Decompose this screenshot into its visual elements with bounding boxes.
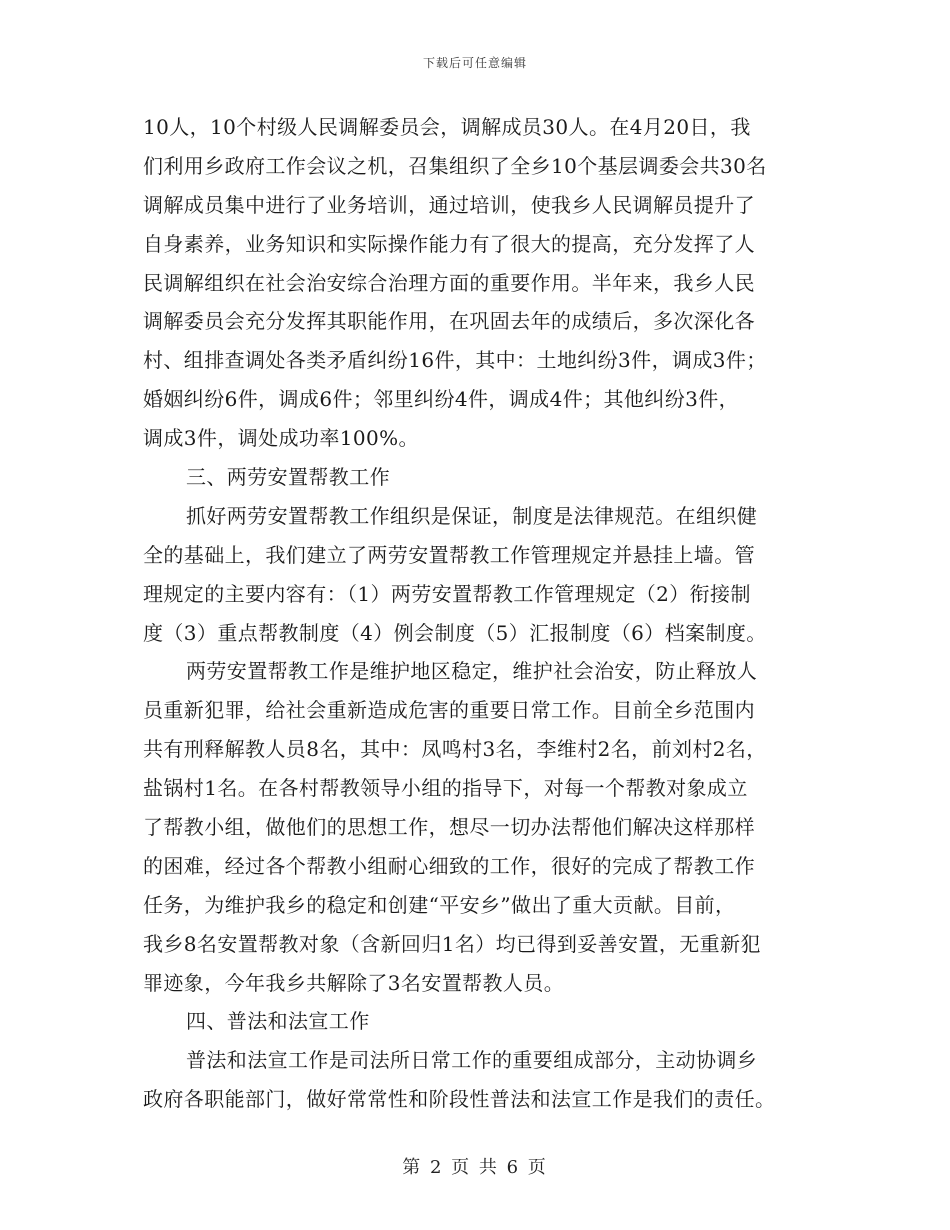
body-line: 婚姻纠纷6件，调成6件；邻里纠纷4件，调成4件；其他纠纷3件， bbox=[143, 387, 740, 412]
section-heading: 四、普法和法宣工作 bbox=[186, 1009, 370, 1034]
body-line: 调解委员会充分发挥其职能作用，在巩固去年的成绩后，多次深化各 bbox=[143, 309, 755, 334]
body-line: 调解成员集中进行了业务培训，通过培训，使我乡人民调解员提升了 bbox=[143, 192, 755, 217]
page-number: 第 2 页 共 6 页 bbox=[402, 1157, 548, 1178]
body-line: 员重新犯罪，给社会重新造成危害的重要日常工作。目前全乡范围内 bbox=[143, 698, 755, 723]
document-body bbox=[143, 108, 823, 1119]
body-line: 任务，为维护我乡的稳定和创建“平安乡”做出了重大贡献。目前， bbox=[143, 892, 736, 917]
paragraph-first-line: 普法和法宣工作是司法所日常工作的重要组成部分，主动协调乡 bbox=[186, 1048, 758, 1073]
body-line: 政府各职能部门，做好常常性和阶段性普法和法宣工作是我们的责任。 bbox=[143, 1087, 776, 1112]
body-line: 罪迹象，今年我乡共解除了3名安置帮教人员。 bbox=[143, 970, 565, 995]
section-heading: 三、两劳安置帮教工作 bbox=[186, 465, 390, 490]
body-line: 了帮教小组，做他们的思想工作，想尽一切办法帮他们解决这样那样 bbox=[143, 815, 755, 840]
body-line: 10人，10个村级人民调解委员会，调解成员30人。在4月20日，我 bbox=[143, 115, 751, 139]
body-line: 们利用乡政府工作会议之机，召集组织了全乡10个基层调委会共30名 bbox=[143, 153, 767, 178]
body-line: 民调解组织在社会治安综合治理方面的重要作用。半年来，我乡人民 bbox=[143, 270, 755, 295]
page-header: 下载后可任意编辑 bbox=[422, 56, 527, 70]
body-line: 共有刑释解教人员8名，其中：凤鸣村3名，李维村2名，前刘村2名， bbox=[143, 737, 767, 762]
body-line: 自身素养，业务知识和实际操作能力有了很大的提高，充分发挥了人 bbox=[143, 231, 755, 256]
body-line: 盐锅村1名。在各村帮教领导小组的指导下，对每一个帮教对象成立 bbox=[143, 776, 748, 801]
body-line: 度（3）重点帮教制度（4）例会制度（5）汇报制度（6）档案制度。 bbox=[143, 620, 767, 645]
body-line: 我乡8名安置帮教对象（含新回归1名）均已得到妥善安置，无重新犯 bbox=[143, 931, 761, 956]
paragraph-first-line: 两劳安置帮教工作是维护地区稳定，维护社会治安，防止释放人 bbox=[186, 659, 758, 684]
body-line: 全的基础上，我们建立了两劳安置帮教工作管理规定并悬挂上墙。管 bbox=[143, 542, 755, 567]
body-line: 调成3件，调处成功率100%。 bbox=[143, 426, 419, 451]
body-line: 理规定的主要内容有：（1）两劳安置帮教工作管理规定（2）衔接制 bbox=[143, 581, 751, 606]
paragraph-first-line: 抓好两劳安置帮教工作组织是保证，制度是法律规范。在组织健 bbox=[186, 503, 758, 528]
body-line: 村、组排查调处各类矛盾纠纷16件，其中：土地纠纷3件，调成3件； bbox=[143, 348, 767, 373]
body-line: 的困难，经过各个帮教小组耐心细致的工作，很好的完成了帮教工作 bbox=[143, 853, 755, 878]
